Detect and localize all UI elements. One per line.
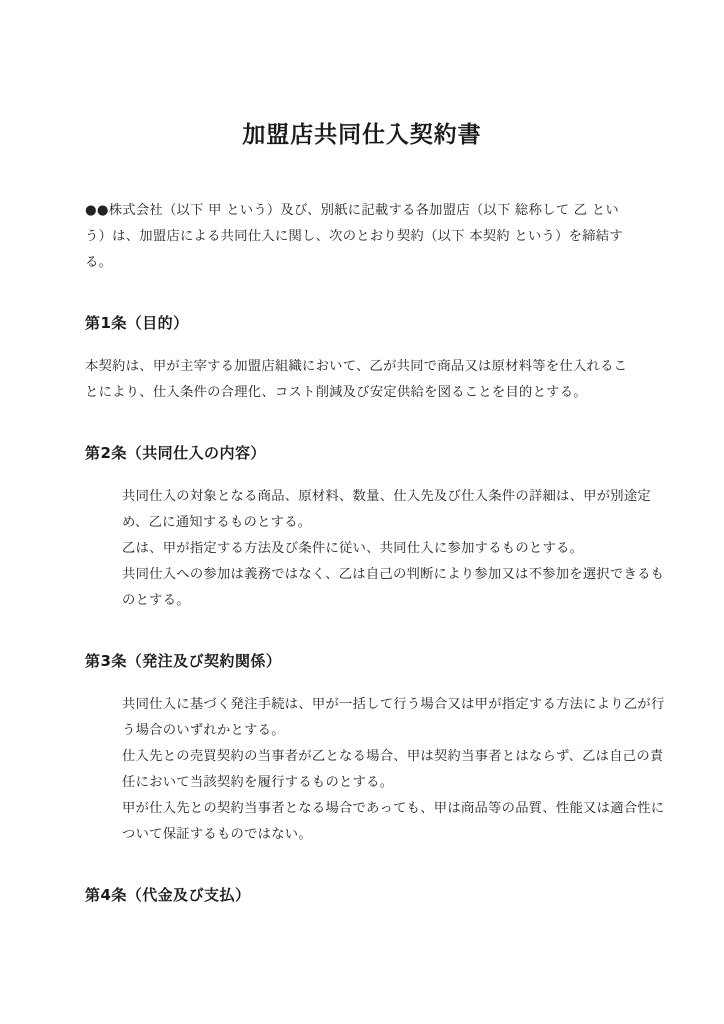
section-gap (85, 406, 639, 440)
article-heading-2: 第2条（共同仕入の内容） (85, 444, 266, 462)
article-3-clause-1: 共同仕入に基づく発注手続は、甲が一括して行う場合又は甲が指定する方法により乙が行う場合のいずれかとする。 (122, 697, 665, 738)
article-heading-3: 第3条（発注及び契約関係） (85, 652, 282, 670)
article-2-clause-1: 共同仕入の対象となる商品、原材料、数量、仕入先及び仕入条件の詳細は、甲が別途定め、乙に通知するものとする。 (122, 489, 651, 530)
intro-paragraph: ●●株式会社（以下 甲 という）及び、別紙に記載する各加盟店（以下 総称して 乙 という）は、加盟店による共同仕入に関し、次のとおり契約（以下 本契約 という）を締結する。 (85, 203, 623, 270)
section-gap (85, 848, 639, 882)
article-1-clause-1: 本契約は、甲が主宰する加盟店組織において、乙が共同で商品又は原材料等を仕入れることにより、仕入条件の合理化、コスト削減及び安定供給を図ることを目的とする。 (85, 359, 628, 400)
article-2-clause-3: 共同仕入への参加は義務ではなく、乙は自己の判断により参加又は不参加を選択できるものとする。 (122, 567, 665, 608)
heading-gap (85, 336, 639, 354)
document-body (85, 198, 665, 908)
section-gap (85, 276, 639, 310)
article-3-clause-3: 甲が仕入先との契約当事者となる場合であっても、甲は商品等の品質、性能又は適合性について保証するものではない。 (122, 801, 665, 842)
article-3-clause-2: 仕入先との売買契約の当事者が乙となる場合、甲は契約当事者とはならず、乙は自己の責任において当該契約を履行するものとする。 (122, 749, 664, 790)
section-gap (85, 614, 639, 648)
document-title: 加盟店共同仕入契約書 (242, 122, 482, 148)
article-heading-1: 第1条（目的） (85, 314, 189, 332)
heading-gap (85, 674, 639, 692)
heading-gap (85, 466, 639, 484)
article-2-clause-2: 乙は、甲が指定する方法及び条件に従い、共同仕入に参加するものとする。 (122, 541, 584, 556)
article-heading-4: 第4条（代金及び支払） (85, 886, 251, 904)
